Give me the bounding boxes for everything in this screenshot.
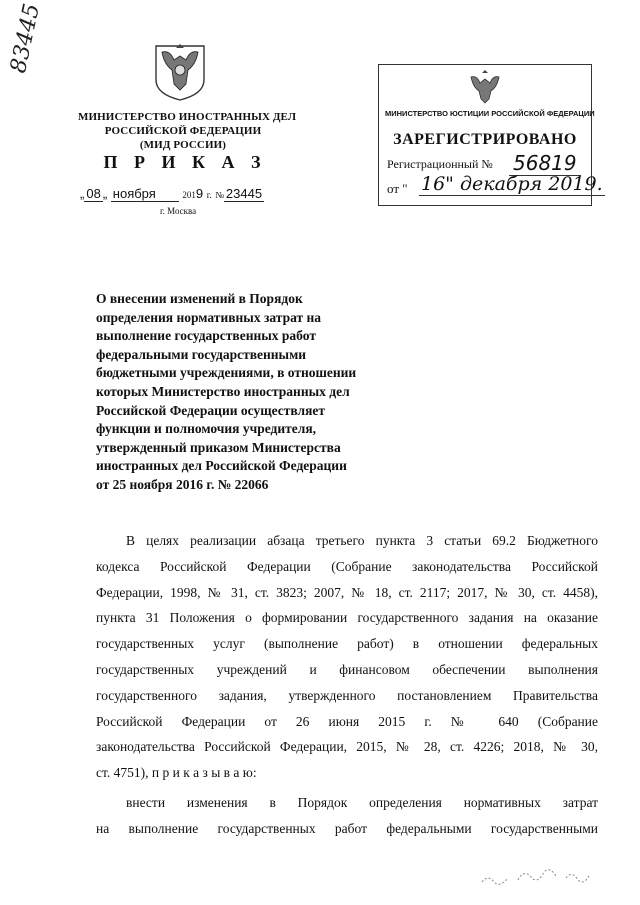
title-line: бюджетными учреждениями, в отношении <box>96 365 357 381</box>
order-year-suffix: 9 <box>195 186 204 201</box>
title-line: функции и полномочия учредителя, <box>96 421 317 437</box>
order-city: г. Москва <box>160 206 197 216</box>
stamp-date-label: от " <box>387 181 408 196</box>
ministry-line-2: РОССИЙСКОЙ ФЕДЕРАЦИИ <box>104 125 262 137</box>
title-line: Российской Федерации осуществляет <box>96 402 325 418</box>
title-line: которых Министерство иностранных дел <box>96 383 350 399</box>
document-type-heading: П Р И К А З <box>103 152 267 172</box>
document-title <box>96 290 396 495</box>
stamp-registered-label: ЗАРЕГИСТРИРОВАНО <box>393 131 577 148</box>
stamp-date-value: 16" декабря 2019. <box>421 173 603 195</box>
order-number: 23445 <box>225 186 263 201</box>
paragraph-line: пункта 31 Положения о формировании государственного задания на оказание <box>96 610 598 626</box>
title-line: иностранных дел Российской Федерации <box>96 458 347 474</box>
paragraph-line: ст. 4751), п р и к а з ы в а ю: <box>96 765 257 781</box>
stamp-reg-number-label: Регистрационный № <box>387 157 493 171</box>
order-year-mark: г. <box>206 190 212 200</box>
order-clause-paragraph <box>96 790 598 842</box>
registration-stamp <box>378 64 603 206</box>
paragraph-line: Федерации, 1998, № 31, ст. 3823; 2007, № 18, ст. 2117; 2017, № 30, ст. 4458), <box>96 584 598 600</box>
title-line: от 25 ноября 2016 г. № 22066 <box>96 476 269 492</box>
order-date-month: ноября <box>111 186 179 202</box>
paragraph-line: внести изменения в Порядок определения нормативных затрат <box>126 795 598 810</box>
paragraph-line: Российской Федерации от 26 июня 2015 г. № 640 (Собрание <box>96 713 598 729</box>
faint-scribble-mark-icon <box>478 860 598 890</box>
ministry-line-3: (МИД РОССИИ) <box>139 139 227 151</box>
paragraph-line: В целях реализации абзаца третьего пункта 3 статьи 69.2 Бюджетного <box>126 533 598 548</box>
order-date-number-line: „ 08 „ ноября 2019 г. № 23445 <box>80 186 263 201</box>
title-line: определения нормативных затрат на <box>96 309 322 325</box>
title-line: федеральными государственными <box>96 346 307 362</box>
handwritten-archive-number: 83445 <box>6 1 46 76</box>
ministry-header <box>78 110 297 152</box>
paragraph-line: кодекса Российской Федерации (Собрание законодательства Российской <box>96 558 598 574</box>
order-number-mark: № <box>215 190 224 200</box>
paragraph-line: государственных учреждений и финансовом обеспечении выполнения <box>96 661 598 677</box>
title-line: выполнение государственных работ <box>96 328 316 344</box>
paragraph-line: на выполнение государственных работ федеральными государственными <box>96 820 598 836</box>
title-line: утвержденный приказом Министерства <box>96 439 341 455</box>
order-date-day: 08 <box>86 186 101 201</box>
order-year-prefix: 201 <box>182 190 196 200</box>
title-line: О внесении изменений в Порядок <box>96 291 303 306</box>
paragraph-line: государственного задания, утвержденного постановлением Правительства <box>96 687 598 703</box>
paragraph-line: государственных услуг (выполнение работ) в отношении федеральных <box>96 636 598 652</box>
preamble-paragraph <box>96 528 598 786</box>
ministry-line-1: МИНИСТЕРСТВО ИНОСТРАННЫХ ДЕЛ <box>78 111 297 123</box>
stamp-reg-number-value: 56819 <box>509 151 581 176</box>
stamp-emblem-icon <box>465 69 505 105</box>
paragraph-line: законодательства Российской Федерации, 2015, № 28, ст. 4226; 2018, № 30, <box>96 739 598 755</box>
stamp-ministry-name: МИНИСТЕРСТВО ЮСТИЦИИ РОССИЙСКОЙ ФЕДЕРАЦИИ <box>385 109 595 118</box>
double-headed-eagle-emblem-icon <box>152 40 208 102</box>
